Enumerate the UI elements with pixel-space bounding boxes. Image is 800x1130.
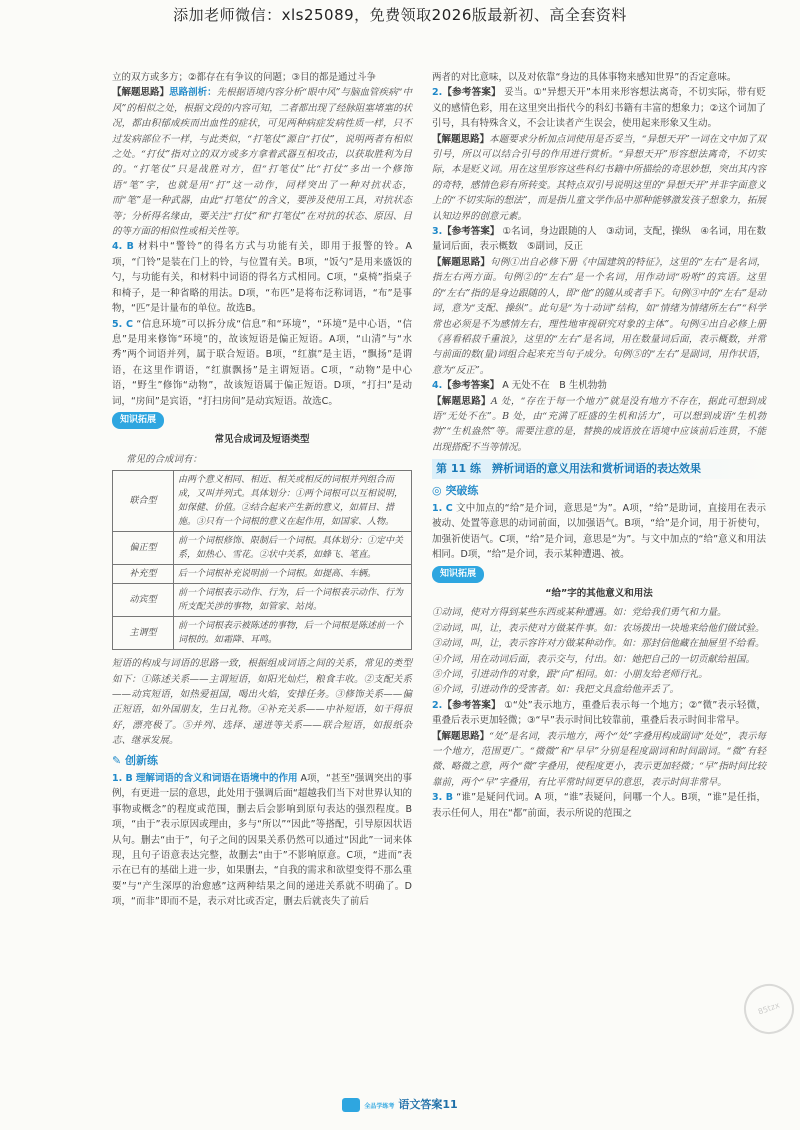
- c2-think-label: 【解题思路】: [432, 730, 490, 742]
- compound-word-table: [112, 470, 412, 650]
- innov-q1-keyword: 理解词语的含义和词语在语境中的作用: [135, 773, 298, 784]
- a4-think-text: A 处，“存在于每一个地方”就是没有地方不存在，据此可想到成语“无处不在”。B 处，由“充满了旺盛的生机和活力”，可以想到成语“生机勃勃”“生机盎然”等。需要注意的是，替换的成语放在语境中应该前后连贯，不能出现搭配不当等情况。: [432, 395, 766, 453]
- a4-answer: [432, 378, 766, 393]
- b1-text: 文中加点的“给”是介词，意思是“为”。A项，“给”是助词，直接用在表示被动、处置等意思的动词前面，以加强语气。B项，“给”是介词，用于祈使句，加强祈使语气。C项，“给”是介词，意思是“为”。与文中加点的“给”意义和用法相同。D项，“给”是介词，表示某种遭遇、被。: [432, 502, 766, 561]
- list-item: ⑤介词，引进动作的对象，跟“向”相同。如：小朋友给老师行礼。: [432, 669, 708, 681]
- left-column: [112, 70, 412, 910]
- table-row: [113, 532, 412, 565]
- b1-answer: [432, 501, 766, 563]
- footer-page-label: 语文答案11: [398, 1098, 458, 1111]
- q3-label: 【解题思路】: [112, 87, 170, 99]
- section-innovation: [112, 753, 412, 768]
- table-row: [113, 584, 412, 617]
- a2-think-text: 本题要求分析加点词使用是否妥当，“异想天开”一词在文中加了双引号，所以可以结合引号的作用进行赏析。“异想天开”形容想法离奇，不切实际，本是贬义词。用在这里形容这些科幻书籍中所描绘的奇思妙想，突出其内容的奇特，感情色彩有所转变。其特点双引号说明这里的“异想天开”并非字面意义上的“不切实际的想法”，而是指儿童文学作品中那种能够激发孩子想象力，拓展认知边界的创意元素。: [432, 133, 766, 222]
- a3-text: ①名词，身边跟随的人 ③动词，支配，操纵 ④名词，用在数量词后面，表示概数 ⑤副词，反正: [432, 226, 766, 253]
- a3-think-label: 【解题思路】: [432, 256, 491, 268]
- row-type: 动宾型: [113, 584, 174, 617]
- b1-number: 1. C: [432, 502, 453, 514]
- promo-banner: 添加老师微信：xls25089，免费领取2026版最新初、高全套资料: [173, 6, 627, 24]
- c3-text: “谁”是疑问代词。A 项，“谁”表疑问，问哪一个人。B项，“谁”是任指，表示任何人，用在“都”前面，表示所说的范围之: [432, 792, 766, 819]
- innov-q1-text: A项，“甚至”强调突出的事例，有更进一层的意思，此处用于强调后面“超越我们当下对世界认知的事物或概念”的程度或范围，删去后会影响到原句表达的强烈程度。B项，“由于”表示原因或理由，多与“所以”“因此”等搭配，引导原因状语从句。删去“由于”，句子之间的因果关系仍然可以通过“因此”一词来体现，且句子语意表达完整，故删去“由于”不影响原意。C项，“进而”表示在已有的基础上进一步，如果删去，“自我的需求和欲望变得不那么重要”与“产生深厚的治愈感”这两种结果之间的递进关系就不明确了。D项，“而非”即而不是，表示对比或否定，删去后就丧失了前后: [112, 773, 412, 908]
- a2-answer: [432, 85, 766, 131]
- c2-think-text: “处”是名词，表示地方，两个“处”字叠用构成副词“处处”，表示每一个地方，范围更广。“微微”和“早早”分别是程度副词和时间副词。“微”有轻微、略微之意，两个“微”字叠用，使程度更小，表示更加轻微；“早”指时间比较靠前，两个“早”字叠用，有比平常时间更早的意思，表示时间非常早。: [432, 730, 766, 788]
- row-type: 补充型: [113, 565, 174, 584]
- list-item: ④介词，用在动词后面，表示交与，付出。如：她把自己的一切贡献给祖国。: [432, 653, 756, 665]
- row-desc: 由两个意义相同、相近、相关或相反的词根并列组合而成，又叫并列式。具体划分：①两个词根可以互相说明，如保健、价值。②结合起来产生新的意义，如眉目、措施。③只有一个词根的意义在起作用，如国家、人物。: [174, 471, 412, 532]
- table-row: [113, 565, 412, 584]
- intro-line: 立的双方或多方；②都存在有争议的问题；③目的都是通过斗争: [112, 72, 377, 83]
- right-column: [432, 70, 766, 821]
- a3-thinking: [432, 255, 766, 378]
- pencil-icon: ✎: [112, 753, 126, 767]
- a4-think-label: 【解题思路】: [432, 395, 491, 407]
- box-intro: 常见的合成词有：: [126, 453, 203, 465]
- c2-number: 2.: [432, 699, 443, 711]
- top-text: 两者的对比意味，以及对依靠“身边的具体事物来感知世界”的否定意味。: [432, 72, 737, 83]
- a4-number: 4.: [432, 380, 443, 392]
- table-row: [113, 617, 412, 650]
- c2-text: ①“处”表示地方，重叠后表示每一个地方；②“微”表示轻微，重叠后表示更加轻微；③“早”表示时间比较靠前，重叠后表示时间非常早。: [432, 699, 766, 727]
- c3-answer: [432, 790, 766, 821]
- section-breakthrough: [432, 483, 766, 498]
- q5-number: 5. C: [112, 318, 133, 330]
- page-footer: [0, 1096, 800, 1112]
- a2-think-label: 【解题思路】: [432, 133, 490, 145]
- knowledge-ext-pill-2: 知识拓展: [432, 566, 484, 583]
- list-item: ⑥介词，引进动作的受害者。如：我把文具盒给他弄丢了。: [432, 684, 680, 696]
- row-type: 联合型: [113, 471, 174, 532]
- list-item: ③动词，叫，让，表示容许对方做某种动作。如：那封信他藏在抽屉里不给看。: [432, 638, 765, 650]
- q4-answer: [112, 239, 412, 316]
- phrase-types-note: 短语的构成与词语的思路一致，根据组成词语之间的关系，常见的类型如下：①陈述关系——主谓短语，如阳光灿烂，粮食丰收。②支配关系——动宾短语，如热爱祖国，喝出火焰，安排任务。③修饰关系——偏正短语，如外国朋友，生日礼物。④补充关系——中补短语，如干得很好，漂亮极了。⑤并列、选择、递进等关系——联合短语，如报纸杂志、继承发展。: [112, 658, 412, 747]
- a2-thinking: [432, 132, 766, 224]
- a4-thinking: [432, 394, 766, 456]
- q4-text: 材料中“警铃”的得名方式与功能有关，即用于报警的铃。A项，“门铃”是装在门上的铃，与位置有关。B项，“饭勺”是用来盛饭的勺，与功能有关，和材料中词语的得名方式相同。C项，“桌椅”指桌子和椅子，是一种省略的用法。D项，“布匹”是将布泛称词语，“布”是事物，“匹”是计量布的单位。故选B。: [112, 241, 412, 315]
- a2-number: 2.: [432, 87, 443, 99]
- a2-label: 【参考答案】: [442, 87, 501, 99]
- innov-q1-number: 1. B: [112, 773, 133, 784]
- q5-answer: [112, 317, 412, 409]
- brand-small-text: 全品学练考: [364, 1102, 395, 1110]
- row-type: 主谓型: [113, 617, 174, 650]
- section-breakthrough-title: 突破练: [445, 483, 479, 497]
- c3-number: 3. B: [432, 792, 453, 804]
- row-desc: 前一个词根修饰、限制后一个词根。具体划分：①定中关系，如热心、雪花。②状中关系，如蜂飞、笔直。: [174, 532, 412, 565]
- q3-keyword: 思路剖析：: [169, 87, 217, 99]
- box-title: 常见合成词及短语类型: [214, 434, 310, 446]
- a3-label: 【参考答案】: [442, 226, 500, 238]
- lesson-title: 第 11 练 辨析词语的意义用法和赏析词语的表达效果: [432, 459, 766, 478]
- q5-text: “信息环境”可以拆分成“信息”和“环境”，“环境”是中心语，“信息”是用来修饰“环境”的，故该短语是偏正短语。A项，“山清”与“水秀”两个词语并列，属于联合短语。B项，“红旗”是主语，“飘扬”是谓语，在这里作谓语，“红旗飘扬”是主谓短语。C项，“动物”是中心语，“野生”修饰“动物”，故该短语属于偏正短语。D项，“打扫”是动词，“房间”是宾语，“打扫房间”是动宾短语。故选C。: [112, 318, 412, 407]
- a3-think-text: 句例①出自必修下册《中国建筑的特征》，这里的“左右”是名词，指左右两方面。句例②的“左右”是一个名词，用作动词“吩咐”的宾语。这里的“左右”指的是身边跟随的人，即“他”的随从或者手下。句例③中的“左右”是动词，意为“支配、操纵”。此句是“为十动词”结构，如“情绪为情绪所左右”“科学常也必须是不为感情左右，理性地审视研究对象的主体”。句例④出自必修上册《喜看稻菽千重浪》，这里的“左右”是名词，用在数量词后面，表示概数，并常与前面的数(量)词组合起来充当句子成分。句例⑤的“左右”是副词，用作状语，意为“反正”。: [432, 256, 766, 376]
- c2-thinking: [432, 729, 766, 791]
- gei-list: [432, 605, 766, 697]
- q3-explanation: [112, 85, 412, 239]
- row-desc: 后一个词根补充说明前一个词根。如提高、车辆。: [174, 565, 412, 584]
- a4-label: 【参考答案】: [442, 380, 500, 392]
- c2-label: 【参考答案】: [442, 699, 501, 711]
- c2-answer: [432, 698, 766, 729]
- watermark-stamp: 85tzx: [737, 977, 800, 1041]
- a3-number: 3.: [432, 226, 443, 238]
- list-item: ②动词，叫，让，表示使对方做某件事。如：农场拨出一块地来给他们做试验。: [432, 622, 765, 634]
- section-innovation-title: 创新练: [125, 753, 159, 767]
- innov-q1: [112, 771, 412, 910]
- q4-number: 4. B: [112, 241, 134, 253]
- a4-text: A 无处不在 B 生机勃勃: [502, 380, 607, 392]
- list-item: ①动词，使对方得到某些东西或某种遭遇。如：党给我们勇气和力量。: [432, 607, 727, 619]
- a3-answer: [432, 224, 766, 255]
- table-row: [113, 471, 412, 532]
- gei-title: “给”字的其他意义和用法: [545, 588, 653, 599]
- q3-text: 先根据语境内容分析“眼中风”与脑血管疾病“中风”的相似之处，根据文段的内容可知，二者都出现了经脉阻塞堵塞的状况，都由积郁成疾而出血性的症状，可见两种病症发病性质一样，只不过发病部位不一样，与此类似，“打笔仗”源自“打仗”，说明两者有相似之处。“打仗”指对立的双方或多方拿着武器互相攻击，以获取胜利为目的。“打笔仗”只是战胜对方，但“打笔仗”比“打仗”多出一个修饰语“笔”字，也就是用“打”这一动作，同样突出了一种对抗状态，而“笔”是一种武器，由此“打笔仗”的含义，要涉及使用工具，对抗状态等；分析得名缘由，要关注“打仗”和“打笔仗”在对抗的状态、原因、目的等方面的相似性或相关性等。: [112, 87, 412, 238]
- target-icon: ◎: [432, 483, 446, 497]
- row-desc: 前一个词根表示动作、行为，后一个词根表示动作、行为所支配关涉的事物，如管家、站岗。: [174, 584, 412, 617]
- row-desc: 前一个词根表示被陈述的事物，后一个词根是陈述前一个词根的。如霜降、耳鸣。: [174, 617, 412, 650]
- a2-text: 妥当。①“异想天开”本用来形容想法离奇，不切实际，带有贬义的感情色彩，用在这里突出指代今的科幻书籍有丰富的想象力；②这个词加了引号，具有特殊含义，不会让读者产生误会，使用起来形象又生动。: [432, 87, 766, 130]
- brand-logo-icon: [342, 1098, 360, 1112]
- row-type: 偏正型: [113, 532, 174, 565]
- knowledge-ext-pill: 知识拓展: [112, 412, 164, 429]
